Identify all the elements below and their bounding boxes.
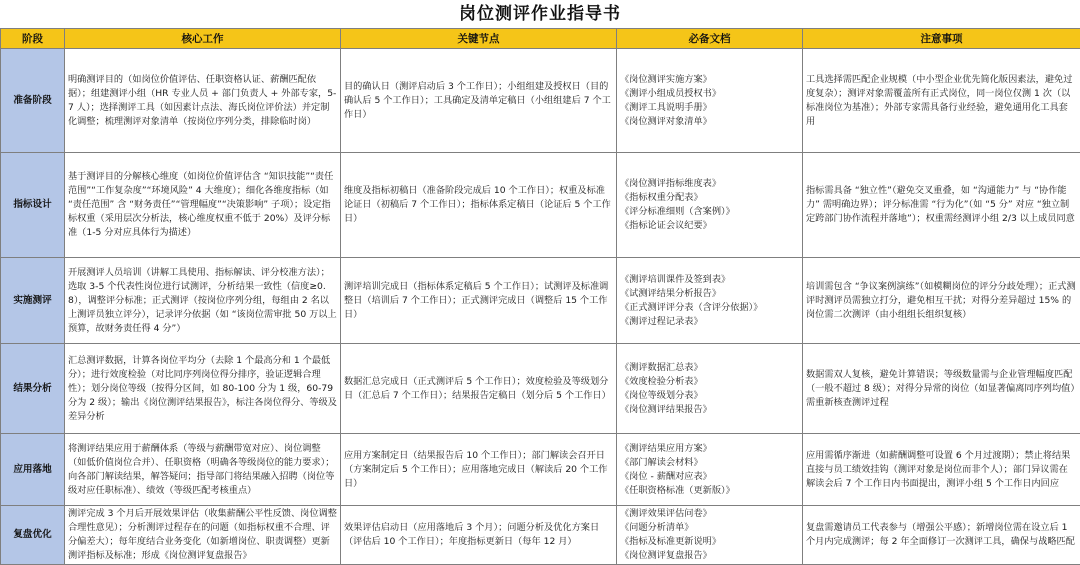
header-stage: 阶段: [1, 29, 65, 49]
doc-item: 《测评小组成员授权书》: [620, 87, 799, 101]
notes-text: 培训需包含 “争议案例演练”（如模糊岗位的评分分歧处理）；正式测评时测评员需独立打分，避免相互干扰；对得分差异超过 15% 的岗位需二次测评（由小组组长组织复核）: [806, 280, 1077, 322]
document-title: 岗位测评作业指导书: [0, 0, 1080, 28]
key-nodes-text: 测评培训完成日（指标体系定稿后 5 个工作日）；试测评及标准调整日（培训后 7 个工作日）；正式测评完成日（调整后 15 个工作日）: [344, 280, 613, 322]
docs-cell: [617, 344, 803, 434]
header-core-work: 核心工作: [65, 29, 341, 49]
docs-cell: [617, 153, 803, 258]
doc-item: 《部门解读会材料》: [620, 456, 799, 470]
key-nodes-text: 维度及指标初稿日（准备阶段完成后 10 个工作日）；权重及标准论证日（初稿后 7 个工作日）；指标体系定稿日（论证后 5 个工作日）: [344, 184, 613, 226]
doc-item: 《问题分析清单》: [620, 521, 799, 535]
docs-cell: [617, 506, 803, 565]
core-work-text: 将测评结果应用于薪酬体系（等级与薪酬带宽对应）、岗位调整（如低价值岗位合并）、任职资格（明确各等级岗位的能力要求）；向各部门解读结果，解答疑问；指导部门将结果融入招聘（岗位等级对应任职标准）、绩效（等级匹配考核重点）: [68, 442, 337, 498]
header-notes: 注意事项: [803, 29, 1080, 49]
key-nodes-cell: [341, 344, 617, 434]
notes-text: 工具选择需匹配企业规模（中小型企业优先简化版因素法，避免过度复杂）；测评对象需覆盖所有正式岗位，同一岗位仅测 1 次（以标准岗位为基准）；外部专家需具备行业经验，避免通用化工具套用: [806, 73, 1077, 129]
doc-item: 《正式测评评分表（含评分依据）》: [620, 301, 799, 315]
stage-cell: 实施测评: [1, 258, 65, 344]
doc-item: 《测评工具说明手册》: [620, 101, 799, 115]
core-work-text: 明确测评目的（如岗位价值评估、任职资格认证、薪酬匹配依据）；组建测评小组（HR 专业人员 + 部门负责人 + 外部专家，5-7 人）；选择测评工具（如因素计点法、海氏岗位评价法）并定制化调整；梳理测评对象清单（按岗位序列分类，排除临时岗）: [68, 73, 337, 129]
doc-item: 《测评培训课件及签到表》: [620, 273, 799, 287]
key-nodes-cell: [341, 49, 617, 153]
notes-text: 复盘需邀请员工代表参与（增强公平感）；新增岗位需在设立后 1 个月内完成测评；每 2 年全面修订一次测评工具，确保与战略匹配: [806, 521, 1077, 549]
docs-cell: [617, 434, 803, 506]
table-row: [1, 258, 1080, 344]
core-work-cell: [65, 506, 341, 565]
doc-item: 《岗位测评实施方案》: [620, 73, 799, 87]
stage-cell: 指标设计: [1, 153, 65, 258]
key-nodes-text: 效果评估启动日（应用落地后 3 个月）；问题分析及优化方案日（评估后 10 个工作日）；年度指标更新日（每年 12 月）: [344, 521, 613, 549]
key-nodes-cell: [341, 506, 617, 565]
table-header-row: [1, 29, 1080, 49]
core-work-cell: [65, 153, 341, 258]
header-key-nodes: 关键节点: [341, 29, 617, 49]
doc-item: 《岗位测评复盘报告》: [620, 549, 799, 563]
stage-cell: 复盘优化: [1, 506, 65, 565]
doc-item: 《测评效果评估问卷》: [620, 507, 799, 521]
guide-table: [0, 28, 1080, 565]
stage-cell: 应用落地: [1, 434, 65, 506]
notes-cell: [803, 49, 1080, 153]
core-work-cell: [65, 49, 341, 153]
core-work-cell: [65, 258, 341, 344]
doc-item: 《测评结果应用方案》: [620, 442, 799, 456]
docs-cell: [617, 258, 803, 344]
doc-item: 《指标论证会议纪要》: [620, 219, 799, 233]
notes-text: 指标需具备 “独立性”（避免交叉重叠，如 “沟通能力” 与 “协作能力” 需明确边界）；评分标准需 “行为化”（如 “5 分” 对应 “独立制定跨部门协作流程并落地”）；权重需经测评小组 2/3 以上成员同意: [806, 184, 1077, 226]
notes-cell: [803, 344, 1080, 434]
table-row: [1, 49, 1080, 153]
doc-item: 《岗位测评指标维度表》: [620, 177, 799, 191]
table-row: [1, 434, 1080, 506]
notes-text: 应用需循序渐进（如薪酬调整可设置 6 个月过渡期）；禁止将结果直接与员工绩效挂钩（测评对象是岗位而非个人）；部门异议需在解读会后 7 个工作日内书面提出，测评小组 5 个工作日内回应: [806, 449, 1077, 491]
core-work-text: 汇总测评数据，计算各岗位平均分（去除 1 个最高分和 1 个最低分）；进行效度检验（对比同序列岗位得分排序，验证逻辑合理性）；划分岗位等级（按得分区间，如 80-100 分为 1 级，60-79 分为 2 级）；输出《岗位测评结果报告》，标注各岗位得分、等级及差异分析: [68, 354, 337, 424]
table-row: [1, 506, 1080, 565]
doc-item: 《指标及标准更新说明》: [620, 535, 799, 549]
doc-item: 《测评过程记录表》: [620, 315, 799, 329]
key-nodes-cell: [341, 434, 617, 506]
notes-cell: [803, 506, 1080, 565]
notes-cell: [803, 434, 1080, 506]
core-work-text: 开展测评人员培训（讲解工具使用、指标解读、评分校准方法）；选取 3-5 个代表性岗位进行试测评，分析结果一致性（信度≥0.8），调整评分标准；正式测评（按岗位序列分组，每组由 2 名以上测评员独立评分），记录评分依据（如 “该岗位需审批 50 万以上预算，故财务责任得 4 分”）: [68, 266, 337, 336]
stage-cell: 准备阶段: [1, 49, 65, 153]
doc-item: 《岗位 - 薪酬对应表》: [620, 470, 799, 484]
stage-cell: 结果分析: [1, 344, 65, 434]
table-row: [1, 153, 1080, 258]
core-work-cell: [65, 434, 341, 506]
core-work-text: 基于测评目的分解核心维度（如岗位价值评估含 “知识技能”“责任范围”“工作复杂度”“环境风险” 4 大维度）；细化各维度指标（如 “责任范围” 含 “财务责任”“管理幅度”“决策影响” 子项）；设定指标权重（采用层次分析法，核心维度权重不低于 20%）及评分标准（1-5 分对应具体行为描述）: [68, 170, 337, 240]
notes-cell: [803, 153, 1080, 258]
key-nodes-cell: [341, 258, 617, 344]
notes-cell: [803, 258, 1080, 344]
doc-item: 《任职资格标准（更新版）》: [620, 484, 799, 498]
header-required-docs: 必备文档: [617, 29, 803, 49]
doc-item: 《评分标准细则（含案例）》: [620, 205, 799, 219]
doc-item: 《岗位测评对象清单》: [620, 115, 799, 129]
doc-item: 《岗位测评结果报告》: [620, 403, 799, 417]
key-nodes-text: 目的确认日（测评启动后 3 个工作日）；小组组建及授权日（目的确认后 5 个工作日）；工具确定及清单定稿日（小组组建后 7 个工作日）: [344, 80, 613, 122]
key-nodes-text: 数据汇总完成日（正式测评后 5 个工作日）；效度检验及等级划分日（汇总后 7 个工作日）；结果报告定稿日（划分后 5 个工作日）: [344, 375, 613, 403]
table-row: [1, 344, 1080, 434]
doc-item: 《指标权重分配表》: [620, 191, 799, 205]
notes-text: 数据需双人复核，避免计算错误；等级数量需与企业管理幅度匹配（一般不超过 8 级）；对得分异常的岗位（如显著偏离同序列均值）需重新核查测评过程: [806, 368, 1077, 410]
doc-item: 《效度检验分析表》: [620, 375, 799, 389]
key-nodes-cell: [341, 153, 617, 258]
docs-cell: [617, 49, 803, 153]
doc-item: 《测评数据汇总表》: [620, 361, 799, 375]
key-nodes-text: 应用方案制定日（结果报告后 10 个工作日）；部门解读会召开日（方案制定后 5 个工作日）；应用落地完成日（解读后 20 个工作日）: [344, 449, 613, 491]
doc-item: 《试测评结果分析报告》: [620, 287, 799, 301]
core-work-text: 测评完成 3 个月后开展效果评估（收集薪酬公平性反馈、岗位调整合理性意见）；分析测评过程存在的问题（如指标权重不合理、评分偏差大）；每年度结合业务变化（如新增岗位、职责调整）更新测评指标及标准；形成《岗位测评复盘报告》: [68, 507, 337, 563]
core-work-cell: [65, 344, 341, 434]
doc-item: 《岗位等级划分表》: [620, 389, 799, 403]
